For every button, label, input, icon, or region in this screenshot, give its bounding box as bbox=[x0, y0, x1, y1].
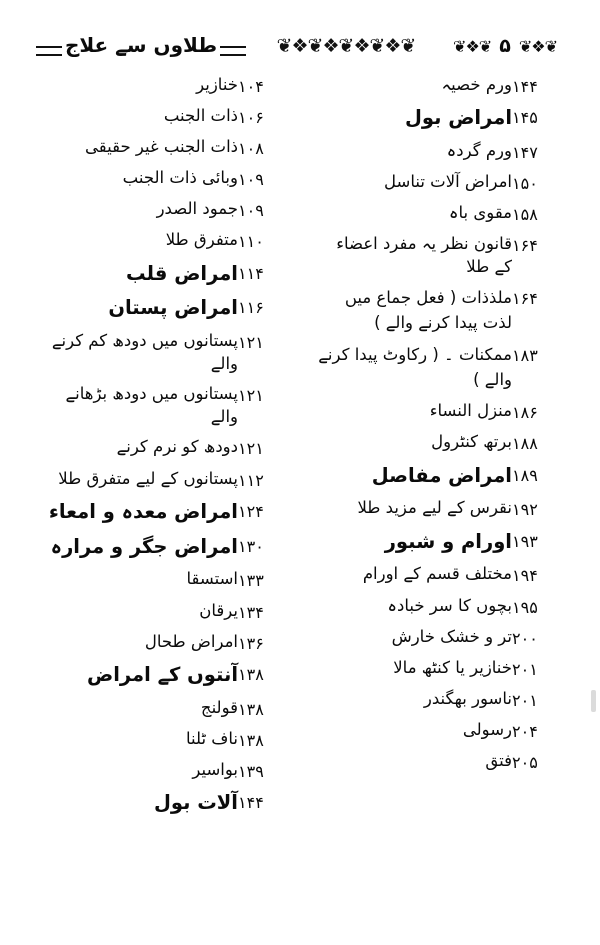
toc-column-right bbox=[30, 74, 300, 865]
toc-page-number: ۱۳۶ bbox=[238, 633, 264, 653]
toc-page-number: ۱۵۰ bbox=[512, 174, 538, 194]
toc-page-number: ۱۴۷ bbox=[512, 143, 538, 162]
toc-entry-title: ناسور بھگندر bbox=[423, 688, 512, 708]
toc-row[interactable] bbox=[310, 595, 564, 619]
toc-page-number: ۱۸۸ bbox=[512, 434, 538, 454]
toc-entry-title: امراض جگر و مرارہ bbox=[50, 534, 238, 558]
toc-row[interactable] bbox=[36, 697, 290, 721]
header-ornament-middle bbox=[251, 26, 441, 66]
toc-page-number: ۱۰۹ bbox=[238, 170, 264, 190]
toc-entry-title: امراض آلات تناسل bbox=[384, 172, 512, 192]
toc-row[interactable] bbox=[36, 136, 290, 160]
page-number: ۵ bbox=[499, 34, 511, 57]
toc-page-number: ۱۸۳ bbox=[512, 346, 538, 366]
toc-entry-title: وبائی ذات الجنب bbox=[122, 168, 238, 188]
toc-page-number: ۱۱۶ bbox=[238, 298, 264, 318]
toc-page-number: ۱۲۱ bbox=[238, 333, 264, 353]
toc-heading-row[interactable] bbox=[310, 105, 564, 132]
toc-entry-title: ذات الجنب bbox=[163, 106, 238, 126]
toc-row[interactable] bbox=[310, 750, 564, 774]
toc-row[interactable] bbox=[310, 497, 564, 521]
toc-entry-title: پستانوں میں دودھ کم کرنے والے bbox=[51, 331, 238, 374]
toc-page-number: ۱۹۲ bbox=[512, 500, 538, 520]
toc-page-number: ۱۹۵ bbox=[512, 597, 538, 617]
toc-row[interactable] bbox=[36, 167, 290, 191]
toc-row[interactable] bbox=[36, 74, 290, 98]
toc-row[interactable] bbox=[310, 343, 564, 393]
toc-entry-title: پستانوں میں دودھ بڑھانے والے bbox=[65, 384, 238, 427]
toc-heading-row[interactable] bbox=[310, 529, 564, 556]
toc-page-number: ۱۰۸ bbox=[238, 139, 264, 159]
toc-entry-title: متفرق طلا bbox=[165, 230, 238, 250]
toc-entry-title: برتھ کنٹرول bbox=[431, 432, 512, 452]
toc-row[interactable] bbox=[310, 431, 564, 455]
toc-page-number: ۱۲۴ bbox=[238, 501, 264, 521]
toc-page-number: ۱۲۱ bbox=[238, 439, 264, 459]
toc-entry-title: امراض طحال bbox=[144, 631, 238, 651]
toc-entry-title: ملذذات ( فعل جماع میں لذت پیدا کرنے والے ) bbox=[344, 288, 512, 333]
toc-page-number: ۱۴۴ bbox=[238, 792, 264, 812]
toc-entry-title: قولنج bbox=[200, 697, 238, 717]
toc-heading-row[interactable] bbox=[36, 790, 290, 817]
toc-row[interactable] bbox=[36, 436, 290, 460]
toc-page-number: ۱۲۱ bbox=[238, 386, 264, 406]
toc-entry-title: تر و خشک خارش bbox=[391, 626, 512, 646]
toc-page-number: ۱۳۴ bbox=[238, 602, 264, 622]
book-title-text: طلاوں سے علاج bbox=[64, 33, 218, 57]
toc-row[interactable] bbox=[310, 400, 564, 424]
toc-entry-title: اورام و شبور bbox=[384, 529, 512, 553]
toc-page-number: ۱۸۶ bbox=[512, 403, 538, 423]
toc-entry-title: ذات الجنب غیر حقیقی bbox=[85, 137, 238, 157]
toc-entry-title: مقوی باہ bbox=[448, 203, 512, 223]
toc-page-number: ۲۰۰ bbox=[512, 628, 538, 648]
toc-entry-title: فتق bbox=[485, 750, 512, 770]
toc-page-number: ۱۵۸ bbox=[512, 205, 538, 225]
toc-row[interactable] bbox=[310, 140, 564, 164]
toc-page-number: ۱۴۵ bbox=[512, 108, 538, 128]
toc-page-number: ۱۰۹ bbox=[238, 201, 264, 221]
toc-row[interactable] bbox=[310, 233, 564, 279]
header-page-number-block bbox=[446, 26, 564, 66]
toc-entry-title: نقرس کے لیے مزید طلا bbox=[357, 498, 512, 518]
toc-page-number: ۱۳۹ bbox=[238, 761, 264, 781]
toc-entry-title: رسولی bbox=[462, 719, 512, 739]
toc-row[interactable] bbox=[310, 688, 564, 712]
toc-entry-title: پستانوں کے لیے متفرق طلا bbox=[58, 468, 238, 488]
toc-row[interactable] bbox=[310, 74, 564, 98]
toc-entry-title: خنازیر یا کنٹھ مالا bbox=[393, 657, 512, 677]
toc-entry-title: ورم خصیہ bbox=[441, 75, 512, 94]
toc-page-number: ۲۰۵ bbox=[512, 752, 538, 772]
toc-page-number: ۱۳۰ bbox=[238, 536, 264, 556]
toc-columns bbox=[30, 74, 570, 865]
toc-entry-title: ناف ٹلنا bbox=[185, 728, 238, 748]
toc-page-number: ۱۳۳ bbox=[238, 571, 264, 591]
toc-row[interactable] bbox=[310, 202, 564, 226]
toc-entry-title: امراض بول bbox=[404, 106, 512, 130]
toc-page-number: ۱۶۴ bbox=[512, 289, 538, 309]
toc-entry-title: امراض مفاصل bbox=[371, 463, 512, 487]
toc-entry-title: قانون نظر یہ مفرد اعضاء کے طلا bbox=[336, 234, 512, 277]
toc-page-number: ۱۱۲ bbox=[238, 470, 264, 490]
toc-row[interactable] bbox=[36, 728, 290, 752]
toc-row[interactable] bbox=[310, 563, 564, 587]
ornament-right-icon: ❦❖❦ bbox=[453, 36, 492, 56]
ornament-left-icon: ❦❖❦ bbox=[518, 36, 557, 56]
toc-row[interactable] bbox=[36, 600, 290, 624]
toc-page-number: ۱۱۰ bbox=[238, 232, 264, 252]
toc-row[interactable] bbox=[36, 105, 290, 129]
toc-page-number: ۱۳۸ bbox=[238, 699, 264, 719]
toc-row[interactable] bbox=[36, 568, 290, 592]
toc-entry-title: ورم گردہ bbox=[446, 141, 512, 160]
toc-row[interactable] bbox=[36, 383, 290, 429]
header-book-title bbox=[36, 26, 246, 66]
toc-row[interactable] bbox=[36, 330, 290, 376]
toc-row[interactable] bbox=[36, 198, 290, 222]
toc-page-number: ۱۴۴ bbox=[512, 77, 538, 96]
toc-entry-title: بچوں کا سر خبادہ bbox=[387, 595, 512, 615]
toc-heading-row[interactable] bbox=[36, 295, 290, 322]
toc-page-number: ۱۰۶ bbox=[238, 108, 264, 128]
toc-entry-title: یرقان bbox=[199, 600, 238, 620]
toc-page-number: ۱۰۴ bbox=[238, 77, 264, 96]
toc-row[interactable] bbox=[310, 719, 564, 743]
toc-row[interactable] bbox=[310, 286, 564, 336]
toc-page-number: ۲۰۱ bbox=[512, 659, 538, 679]
toc-page-number: ۱۹۴ bbox=[512, 566, 538, 586]
toc-entry-title: استسقا bbox=[186, 569, 238, 589]
toc-column-left bbox=[300, 74, 570, 865]
toc-heading-row[interactable] bbox=[36, 499, 290, 526]
toc-entry-title: امراض پستان bbox=[108, 296, 238, 320]
toc-entry-title: جمود الصدر bbox=[156, 199, 238, 219]
toc-entry-title: بواسیر bbox=[192, 759, 238, 779]
title-rule-left-icon bbox=[36, 46, 62, 56]
toc-page-number: ۱۶۴ bbox=[512, 236, 538, 256]
page-header bbox=[36, 24, 564, 68]
toc-entry-title: آلات بول bbox=[153, 790, 238, 814]
toc-entry-title: ممکنات ۔ ( رکاوٹ پیدا کرنے والے ) bbox=[318, 345, 512, 390]
toc-row[interactable] bbox=[36, 229, 290, 253]
toc-entry-title: منزل النساء bbox=[429, 401, 512, 421]
toc-entry-title: آنتوں کے امراض bbox=[87, 662, 238, 686]
toc-entry-title: مختلف قسم کے اورام bbox=[362, 564, 512, 584]
toc-page-number: ۱۱۴ bbox=[238, 263, 264, 283]
toc-row[interactable] bbox=[310, 626, 564, 650]
toc-row[interactable] bbox=[310, 171, 564, 195]
toc-page-number: ۲۰۱ bbox=[512, 690, 538, 710]
toc-entry-title: امراض معدہ و امعاء bbox=[48, 499, 238, 523]
toc-row[interactable] bbox=[36, 759, 290, 783]
toc-row[interactable] bbox=[310, 657, 564, 681]
toc-page-number: ۱۳۸ bbox=[238, 664, 264, 684]
toc-heading-row[interactable] bbox=[36, 261, 290, 288]
toc-page-number: ۱۹۳ bbox=[512, 531, 538, 551]
ornament-icon: ❦❖❦❖❦❖❦❖❦ bbox=[276, 34, 416, 57]
toc-row[interactable] bbox=[36, 631, 290, 655]
toc-heading-row[interactable] bbox=[310, 463, 564, 490]
toc-page-number: ۱۸۹ bbox=[512, 465, 538, 485]
title-rule-right-icon bbox=[220, 46, 246, 56]
page-edge-mark bbox=[591, 690, 596, 712]
toc-heading-row[interactable] bbox=[36, 662, 290, 689]
toc-entry-title: دودھ کو نرم کرنے bbox=[116, 437, 238, 457]
toc-entry-title: امراض قلب bbox=[126, 261, 238, 285]
toc-row[interactable] bbox=[36, 468, 290, 492]
toc-heading-row[interactable] bbox=[36, 534, 290, 561]
toc-page-number: ۱۳۸ bbox=[238, 730, 264, 750]
toc-entry-title: خنازیر bbox=[196, 75, 238, 94]
toc-page-number: ۲۰۴ bbox=[512, 721, 538, 741]
